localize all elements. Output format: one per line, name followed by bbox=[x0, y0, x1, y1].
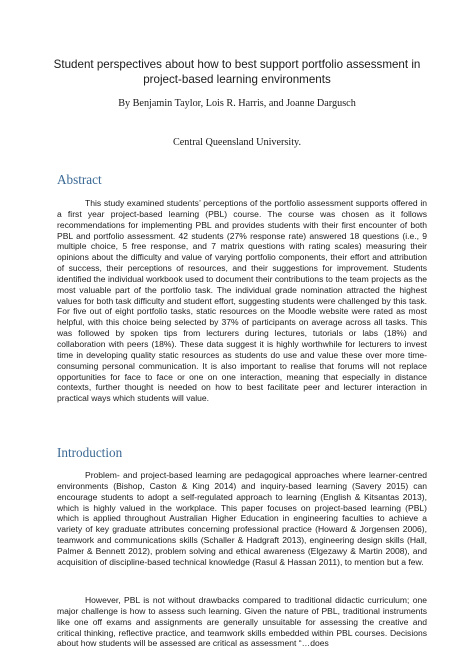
abstract-heading: Abstract bbox=[57, 172, 102, 187]
abstract-text: This study examined students’ perceptions of the portfolio assessment supports offered in a first year project-based learning (PBL) course. The course was chosen as it follows recommendations for implementing PBL and provides students with their first encounter of both PBL and portfolio assessment. 42 students (27% response rate) answered 18 questions (i.e., 9 multiple choice, 5 free response, and 7 matrix questions with rating scales) measuring their opinions about the difficulty and value of varying portfolio components, their effort and attribution of success, their perceptions of resources, and their suggestions for improvement. Students identified the individual workbook used to document their contributions to the team projects as the most valuable part of the portfolio task. The individual grade nomination attracted the highest values for both task difficulty and student effort, suggesting students were challenged by this task. For five out of eight portfolio tasks, static resources on the Moodle website were rated as most helpful, with this choice being selected by 37% of participants on average across all tasks. This was followed by spoken tips from lecturers during lectures, tutorials or labs (18%) and collaboration with peers (18%). These data suggest it is highly worthwhile for lecturers to invest time in developing quality static resources as students do use and value these over more time-consuming personal communication. It is also important to realise that forums will not replace opportunities for face to face or one on one interaction, meaning that especially in distance contexts, further thought is needed on how to best facilitate peer and lecturer interaction in practical ways which students will value. bbox=[57, 198, 427, 404]
introduction-paragraph-1: Problem- and project-based learning are pedagogical approaches where learner-centred environments (Bishop, Caston & King 2014) and inquiry-based learning (Savery 2015) can encourage students to adopt a self-regulated approach to learning (English & Kitsantas 2013), which is highly valued in the workplace. This paper focuses on project-based learning (PBL) which is applied throughout Australian Higher Education in engineering faculties to achieve a variety of key graduate attributes concerning professional practice (Howard & Jorgensen 2006), teamwork and communications skills (Schaller & Hadgraft 2013), engineering design skills (Hall, Palmer & Bennett 2012), problem solving and ethical awareness (Elgezawy & Martin 2008), and acquisition of discipline-based technical knowledge (Rasul & Hassan 2011), to mention but a few. bbox=[57, 470, 427, 567]
paper-title: Student perspectives about how to best support portfolio assessment in project-based learning environments bbox=[53, 58, 421, 86]
author-list: By Benjamin Taylor, Lois R. Harris, and Joanne Dargusch bbox=[118, 98, 356, 109]
introduction-heading: Introduction bbox=[57, 445, 123, 460]
introduction-paragraph-2: However, PBL is not without drawbacks compared to traditional didactic curriculum; one major challenge is how to assess such learning. Given the nature of PBL, traditional instruments like one off exams and assignments are generally unsuitable for assessing the creative and critical thinking, reflective practice, and teamwork skills embedded within PBL courses. Decisions about how students will be assessed are critical as assessment “…does bbox=[57, 595, 427, 649]
affiliation: Central Queensland University. bbox=[172, 137, 302, 148]
